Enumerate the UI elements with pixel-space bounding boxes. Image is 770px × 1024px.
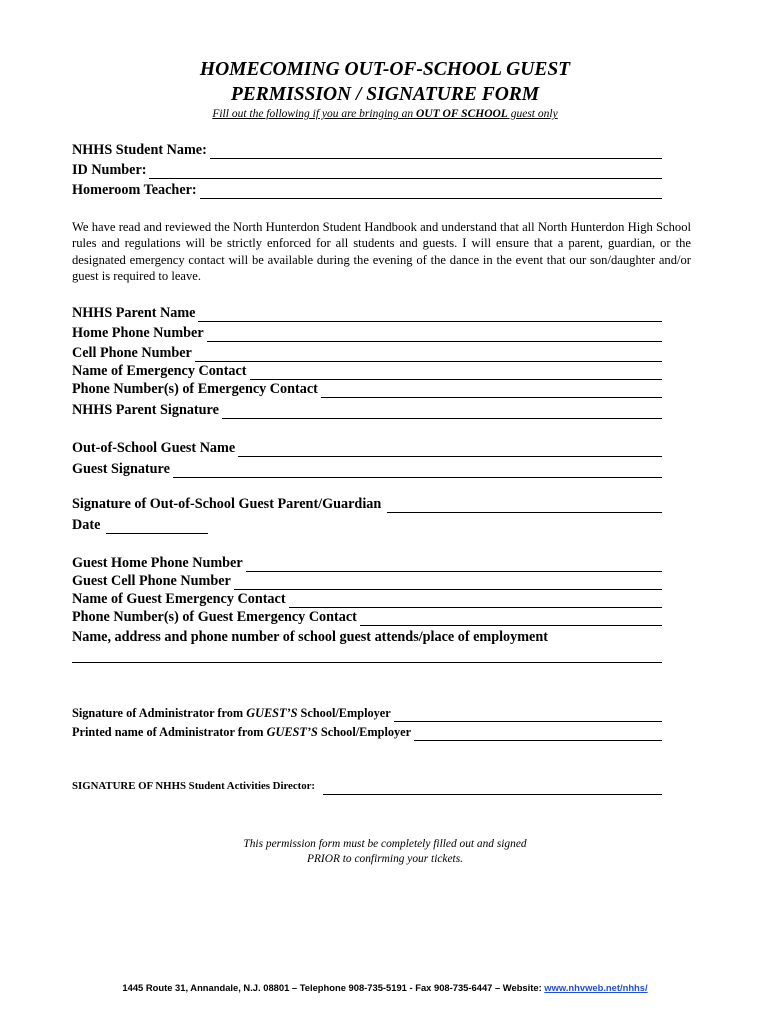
guest-home-phone-row [72, 555, 662, 572]
subtitle-emphasis: OUT OF SCHOOL [416, 108, 508, 120]
guest-emergency-contact-field[interactable] [289, 594, 662, 608]
guest-emergency-phone-row [72, 609, 662, 626]
guest-emergency-contact-label: Name of Guest Emergency Contact [72, 591, 286, 607]
emergency-phone-field[interactable] [321, 384, 662, 398]
subtitle-text: Fill out the following if you are bringing an [212, 108, 417, 120]
note-line2: PRIOR to confirming your tickets. [307, 853, 463, 865]
website-link[interactable]: www.nhvweb.net/nhhs/ [544, 982, 648, 993]
home-phone-field[interactable] [207, 328, 662, 342]
admin-signature-label: Signature of Administrator from GUEST’S School/Employer [72, 706, 391, 720]
date-field[interactable] [106, 520, 208, 534]
guest-home-phone-field[interactable] [246, 558, 662, 572]
homeroom-teacher-row [72, 182, 662, 199]
guest-signature-row [72, 461, 662, 478]
student-name-label: NHHS Student Name: [72, 142, 207, 158]
guest-emergency-phone-label: Phone Number(s) of Guest Emergency Contact [72, 609, 357, 625]
home-phone-label: Home Phone Number [72, 325, 204, 341]
guest-cell-phone-row [72, 573, 662, 590]
student-name-field[interactable] [210, 145, 662, 159]
guest-parent-signature-field[interactable] [387, 499, 662, 513]
emergency-contact-label: Name of Emergency Contact [72, 363, 247, 379]
parent-name-row [72, 305, 662, 322]
admin-signature-row [72, 705, 662, 722]
guest-parent-signature-row [72, 496, 662, 513]
director-signature-field[interactable] [323, 781, 662, 795]
parent-name-field[interactable] [198, 308, 662, 322]
home-phone-row [72, 325, 662, 342]
agreement-paragraph: We have read and reviewed the North Hunterdon Student Handbook and understand that all North Hunterdon High School rules and regulations will be strictly enforced for all students and guests. I will ensure that a parent, guardian, or the designated emergency contact will be available during the evening of the dance in the event that our son/daughter and/or guest is required to leave. [72, 220, 691, 283]
emergency-phone-row [72, 381, 662, 398]
emergency-phone-label: Phone Number(s) of Emergency Contact [72, 381, 318, 397]
guest-emergency-contact-row [72, 591, 662, 608]
homeroom-teacher-label: Homeroom Teacher: [72, 182, 197, 198]
id-number-row [72, 162, 662, 179]
form-subtitle [0, 108, 770, 120]
guest-home-phone-label: Guest Home Phone Number [72, 555, 243, 571]
footer-text: 1445 Route 31, Annandale, N.J. 08801 – Telephone 908-735-5191 - Fax 908-735-6447 – Website: [122, 982, 545, 993]
director-signature-row [72, 778, 662, 795]
student-name-row [72, 142, 662, 159]
subtitle-text-end: guest only [507, 108, 558, 120]
parent-signature-row [72, 402, 662, 419]
form-title-line1: HOMECOMING OUT-OF-SCHOOL GUEST [199, 59, 571, 80]
guest-parent-signature-label: Signature of Out-of-School Guest Parent/Guardian [72, 496, 382, 512]
cell-phone-label: Cell Phone Number [72, 345, 192, 361]
cell-phone-row [72, 345, 662, 362]
admin-printed-name-field[interactable] [414, 727, 662, 741]
guest-name-field[interactable] [238, 443, 662, 457]
parent-signature-field[interactable] [222, 405, 662, 419]
guest-name-label: Out-of-School Guest Name [72, 440, 236, 456]
guest-cell-phone-field[interactable] [234, 576, 662, 590]
id-number-field[interactable] [149, 165, 662, 179]
emergency-contact-field[interactable] [250, 366, 662, 380]
guest-signature-field[interactable] [173, 464, 662, 478]
date-label: Date [72, 517, 101, 533]
id-number-label: ID Number: [72, 162, 147, 178]
guest-name-row [72, 440, 662, 457]
admin-printed-name-row [72, 724, 662, 741]
admin-printed-name-label: Printed name of Administrator from GUEST’S School/Employer [72, 725, 412, 739]
director-signature-label: SIGNATURE OF NHHS Student Activities Director: [72, 780, 316, 792]
date-row [72, 517, 208, 534]
form-title-line2: PERMISSION / SIGNATURE FORM [230, 84, 540, 105]
note-line1: This permission form must be completely filled out and signed [243, 838, 527, 850]
footer-address [0, 982, 770, 993]
cell-phone-field[interactable] [195, 348, 662, 362]
parent-name-label: NHHS Parent Name [72, 305, 196, 321]
guest-school-row [72, 629, 662, 646]
guest-emergency-phone-field[interactable] [360, 612, 662, 626]
homeroom-teacher-field[interactable] [200, 185, 662, 199]
emergency-contact-row [72, 363, 662, 380]
guest-school-field[interactable] [72, 649, 662, 663]
guest-cell-phone-label: Guest Cell Phone Number [72, 573, 231, 589]
guest-signature-label: Guest Signature [72, 461, 170, 477]
parent-signature-label: NHHS Parent Signature [72, 402, 219, 418]
guest-school-label: Name, address and phone number of school guest attends/place of employment [72, 629, 548, 645]
admin-signature-field[interactable] [394, 708, 662, 722]
